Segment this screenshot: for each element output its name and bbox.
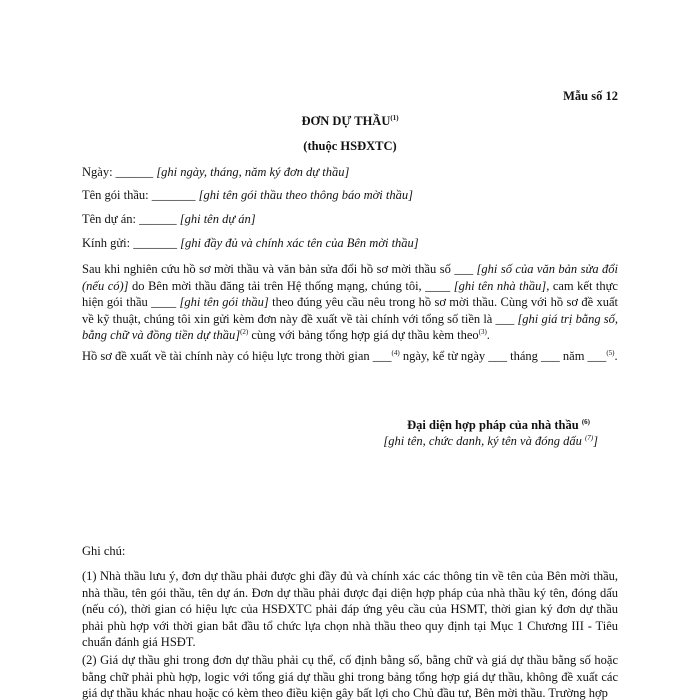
signature-note-text: [ghi tên, chức danh, ký tên và đóng dấu — [383, 434, 582, 448]
form-number: Mẫu số 12 — [563, 89, 618, 103]
p2-text-b: ngày, kể từ ngày ___ tháng ___ năm ___ — [399, 349, 607, 363]
field-package — [82, 188, 413, 203]
p2-footnote-ref-4: (4) — [391, 348, 400, 357]
p1-hint-amendment: [ghi số của văn bản sửa đổi (nếu có)] — [82, 262, 618, 293]
p2-text-a: Hồ sơ đề xuất về tài chính này có hiệu lực trong thời gian ___ — [82, 349, 392, 363]
notes-heading: Ghi chú: — [82, 544, 126, 558]
body-paragraph-2 — [82, 348, 618, 365]
document-subtitle: (thuộc HSĐXTC) — [303, 139, 397, 153]
p1-text-a: Sau khi nghiên cứu hồ sơ mời thầu và văn bản sửa đổi hồ sơ mời thầu số ___ — [82, 262, 477, 276]
p1-hint-package: [ghi tên gói thầu] — [179, 295, 269, 310]
p1-text-i: cùng với bảng tổng hợp giá dự thầu kèm theo — [248, 328, 479, 343]
field-recipient-label: Kính gửi: _______ — [82, 236, 181, 250]
p2-text-c: . — [614, 349, 618, 363]
note-2: (2) Giá dự thầu ghi trong đơn dự thầu phải cụ thể, cố định bằng số, bằng chữ và giá dự thầu bằng số hoặc bằng chữ phải phù hợp, logic với tổng giá dự thầu ghi trong bảng tổng hợp giá dự thầu, không đề xuất các giá dự thầu khác nhau hoặc có kèm theo điều kiện gây bất lợi cho Chủ đầu tư, Bên mời thầu. Trường hợp — [82, 653, 618, 700]
signature-footnote-ref-6: (6) — [581, 417, 590, 426]
signature-title-text: Đại diện hợp pháp của nhà thầu — [407, 418, 579, 432]
signature-note — [300, 434, 598, 449]
p2-footnote-ref-5: (5) — [606, 348, 615, 357]
signature-title — [320, 418, 590, 433]
document-title — [0, 114, 700, 129]
body-paragraph-1 — [82, 261, 618, 344]
field-date — [82, 165, 349, 180]
field-project — [82, 212, 256, 227]
title-footnote-ref: (1) — [390, 113, 399, 122]
field-package-hint: [ghi tên gói thầu theo thông báo mời thầu] — [198, 188, 413, 202]
p1-text-g: theo đúng yêu cầu nêu trong hồ sơ mời thầu. Cùng với hồ sơ đề xuất về kỹ thuật, chúng tôi xin gửi kèm đơn này đề xuất về tài chính với tổng số tiền là ___ — [82, 295, 619, 326]
p1-text-e: , cam kết thực hiện gói thầu ____ — [82, 278, 618, 310]
field-project-label: Tên dự án: ______ — [82, 212, 180, 226]
p1-hint-bidder: [ghi tên nhà thầu] — [453, 278, 547, 293]
p1-text-j: . — [486, 328, 490, 343]
note-1: (1) Nhà thầu lưu ý, đơn dự thầu phải được ghi đầy đủ và chính xác các thông tin về tên của Bên mời thầu, nhà thầu, tên gói thầu, tên dự án. Đơn dự thầu phải được đại diện hợp pháp của nhà thầu ký tên, đóng dấu (nếu có), thời gian có hiệu lực của HSĐXTC phải đáp ứng yêu cầu của HSMT, thời gian ký đơn dự thầu phải phù hợp với thời gian bắt đầu tổ chức lựa chọn nhà thầu theo quy định tại Mục 1 Chương III - Tiêu chuẩn đánh giá HSĐT. — [82, 569, 618, 650]
field-package-label: Tên gói thầu: _______ — [82, 188, 199, 202]
signature-note-end: ] — [593, 434, 598, 448]
field-recipient-hint: [ghi đầy đủ và chính xác tên của Bên mời thầu] — [180, 236, 419, 250]
p1-footnote-ref-3: (3) — [478, 328, 487, 337]
field-project-hint: [ghi tên dự án] — [179, 212, 256, 226]
p1-footnote-ref-2: (2) — [240, 328, 249, 337]
field-date-hint: [ghi ngày, tháng, năm ký đơn dự thầu] — [156, 165, 350, 179]
signature-footnote-ref-7: (7) — [584, 433, 594, 442]
field-date-label: Ngày: ______ — [82, 165, 157, 179]
p1-text-c: do Bên mời thầu đăng tải trên Hệ thống mạng, chúng tôi, ____ — [128, 278, 454, 293]
p1-hint-price: [ghi giá trị bằng số, bằng chữ và đồng tiền dự thầu] — [82, 311, 618, 343]
field-recipient — [82, 236, 419, 251]
document-title-text: ĐƠN DỰ THẦU — [301, 114, 391, 128]
